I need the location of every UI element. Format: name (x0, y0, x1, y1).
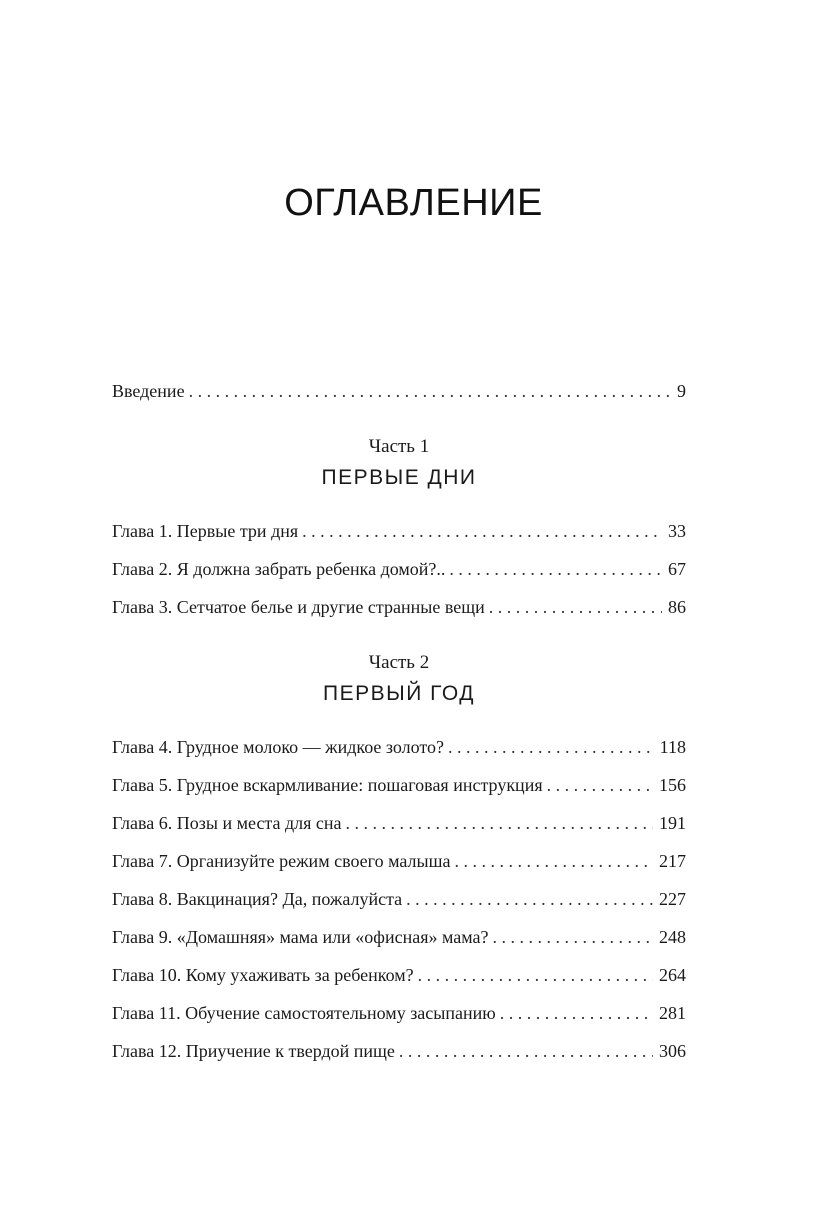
dot-leader (189, 372, 671, 410)
toc-entry-label: Глава 9. «Домашняя» мама или «офисная» мама? (112, 927, 489, 947)
page-title: ОГЛАВЛЕНИЕ (284, 182, 543, 224)
part-title: ПЕРВЫЕ ДНИ (321, 466, 477, 489)
toc-entry-label: Глава 1. Первые три дня (112, 521, 299, 541)
toc-page-number: 118 (659, 737, 686, 757)
toc-entry (112, 1032, 686, 1070)
dot-leader (418, 956, 653, 994)
toc-entry (112, 728, 686, 766)
toc-entry-label: Глава 3. Сетчатое белье и другие странные вещи (112, 597, 485, 617)
toc-entry (112, 918, 686, 956)
dot-leader (454, 842, 653, 880)
toc-entry (112, 994, 686, 1032)
table-of-contents (112, 372, 686, 1070)
dot-leader (302, 512, 662, 550)
toc-entry (112, 512, 686, 550)
toc-page-number: 248 (659, 927, 686, 947)
toc-page-number: 227 (659, 889, 686, 909)
part-title: ПЕРВЫЙ ГОД (323, 682, 475, 705)
dot-leader (500, 994, 653, 1032)
toc-entry-label: Глава 12. Приучение к твердой пище (112, 1041, 395, 1061)
toc-entry-label: Глава 7. Организуйте режим своего малыша (112, 851, 451, 871)
toc-page-number: 86 (668, 597, 686, 617)
toc-entry-intro (112, 372, 686, 410)
toc-page-number: 156 (659, 775, 686, 795)
toc-entry (112, 766, 686, 804)
toc-page-number: 191 (659, 813, 686, 833)
toc-entry-label: Введение (112, 381, 185, 401)
toc-page-number: 9 (677, 381, 686, 401)
toc-page-number: 306 (659, 1041, 686, 1061)
toc-entry-label: Глава 6. Позы и места для сна (112, 813, 342, 833)
toc-page-number: 217 (659, 851, 686, 871)
toc-page-number: 264 (659, 965, 686, 985)
toc-entry-label: Глава 10. Кому ухаживать за ребенком? (112, 965, 414, 985)
toc-entry (112, 842, 686, 880)
toc-entry (112, 880, 686, 918)
dot-leader (346, 804, 653, 842)
toc-page-number: 281 (659, 1003, 686, 1023)
toc-entry-label: Глава 4. Грудное молоко — жидкое золото? (112, 737, 445, 757)
toc-entry (112, 550, 686, 588)
toc-entry (112, 956, 686, 994)
dot-leader (449, 550, 662, 588)
dot-leader (399, 1032, 653, 1070)
dot-leader (547, 766, 653, 804)
dot-leader (448, 728, 654, 766)
toc-entry-label: Глава 11. Обучение самостоятельному засыпанию (112, 1003, 496, 1023)
toc-entry-label: Глава 2. Я должна забрать ребенка домой?.. (112, 559, 446, 579)
dot-leader (489, 588, 662, 626)
dot-leader (406, 880, 653, 918)
toc-entry-label: Глава 5. Грудное вскармливание: пошаговая инструкция (112, 775, 543, 795)
toc-entry-label: Глава 8. Вакцинация? Да, пожалуйста (112, 889, 403, 909)
part-label: Часть 1 (368, 436, 430, 457)
part-label: Часть 2 (368, 652, 430, 673)
toc-page-number: 67 (668, 559, 686, 579)
dot-leader (492, 918, 653, 956)
toc-page-number: 33 (668, 521, 686, 541)
toc-entry (112, 804, 686, 842)
toc-entry (112, 588, 686, 626)
